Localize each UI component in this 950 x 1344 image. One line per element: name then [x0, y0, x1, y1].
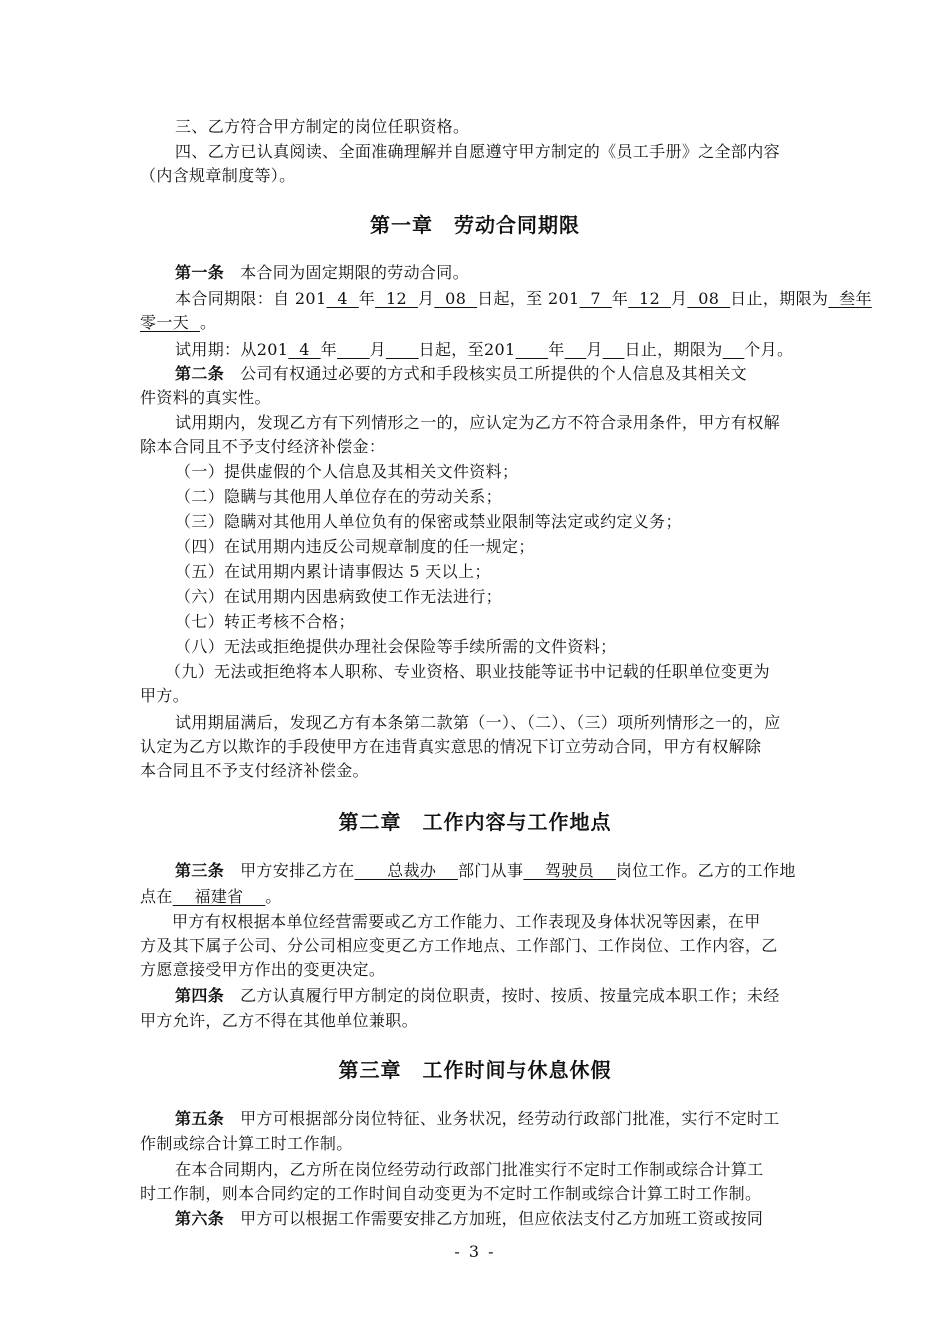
- list-item-5: （五）在试用期内累计请事假达 5 天以上；: [175, 562, 491, 581]
- article-label: 第六条: [175, 1209, 225, 1228]
- article-1: [175, 262, 860, 284]
- after-probation-paragraph-cont1: 认定为乙方以欺诈的手段使甲方在违背真实意思的情况下订立劳动合同，甲方有权解除: [140, 737, 762, 756]
- list-item-6: （六）在试用期内因患病致使工作无法进行；: [175, 587, 503, 606]
- list-item-1: （一）提供虚假的个人信息及其相关文件资料；: [175, 462, 519, 481]
- list-item-4: （四）在试用期内违反公司规章制度的任一规定；: [175, 537, 535, 556]
- term-duration-cont: 零一天: [140, 313, 200, 332]
- chapter-1-title: 第一章 劳动合同期限: [370, 213, 580, 237]
- list-item-9-cont: 甲方。: [140, 686, 190, 705]
- department-field: 总裁办: [354, 861, 458, 880]
- article-label: 第四条: [175, 986, 225, 1005]
- page-number: - 3 -: [454, 1242, 496, 1261]
- term-start-year: 4: [326, 289, 359, 308]
- term-duration: 叁年: [828, 289, 872, 308]
- after-probation-paragraph-cont2: 本合同且不予支付经济补偿金。: [140, 761, 369, 780]
- article-label: 第二条: [175, 364, 225, 383]
- intro-item-4-cont: （内含规章制度等）。: [140, 166, 296, 185]
- list-item-7: （七）转正考核不合格；: [175, 612, 355, 631]
- chapter-2-title: 第二章 工作内容与工作地点: [338, 810, 612, 834]
- list-item-3: （三）隐瞒对其他用人单位负有的保密或禁业限制等法定或约定义务；: [175, 512, 682, 531]
- probation-paragraph-cont: 除本合同且不予支付经济补偿金：: [140, 437, 386, 456]
- article-text: 公司有权通过必要的方式和手段核实员工所提供的个人信息及其相关文: [240, 364, 747, 383]
- location-field: 福建省: [172, 887, 266, 906]
- article-2: [175, 363, 860, 385]
- probation-end-month: [565, 340, 587, 359]
- chapter-3-title: 第三章 工作时间与休息休假: [338, 1058, 612, 1082]
- work-hours-paragraph: 在本合同期内，乙方所在岗位经劳动行政部门批准实行不定时工作制或综合计算工: [175, 1160, 764, 1179]
- article-3-cont: 点在 福建省 。: [140, 887, 282, 906]
- article-2-cont: 件资料的真实性。: [140, 388, 271, 407]
- article-text: 甲方可以根据工作需要安排乙方加班，但应依法支付乙方加班工资或按同: [240, 1209, 764, 1228]
- list-item-8: （八）无法或拒绝提供办理社会保险等手续所需的文件资料；: [175, 637, 617, 656]
- probation-start-month: [337, 340, 370, 359]
- article-5: [175, 1108, 860, 1130]
- work-change-paragraph-cont2: 方愿意接受甲方作出的变更决定。: [140, 960, 386, 979]
- probation-start-day: [386, 340, 419, 359]
- article-label: 第五条: [175, 1109, 225, 1128]
- intro-item-3: 三、乙方符合甲方制定的岗位任职资格。: [175, 117, 470, 136]
- probation-line: 试用期：从201 4 年 月 日起，至201 年 月 日止，期限为 个月。: [175, 340, 794, 359]
- intro-item-4: 四、乙方已认真阅读、全面准确理解并自愿遵守甲方制定的《员工手册》之全部内容: [175, 142, 780, 161]
- probation-duration: [723, 340, 745, 359]
- term-end-day: 08: [687, 289, 731, 308]
- contract-term-line-cont: 零一天 。: [140, 313, 217, 332]
- article-text: 甲方可根据部分岗位特征、业务状况，经劳动行政部门批准，实行不定时工: [240, 1109, 780, 1128]
- probation-end-year: [516, 340, 549, 359]
- probation-paragraph: 试用期内，发现乙方有下列情形之一的，应认定为乙方不符合录用条件，甲方有权解: [175, 413, 780, 432]
- article-label: 第一条: [175, 263, 225, 282]
- term-start-month: 12: [375, 289, 418, 308]
- article-text: 乙方认真履行甲方制定的岗位职责，按时、按质、按量完成本职工作；未经: [240, 986, 780, 1005]
- article-label: 第三条: [175, 861, 225, 880]
- article-4: [175, 985, 860, 1007]
- work-change-paragraph: 甲方有权根据本单位经营需要或乙方工作能力、工作表现及身体状况等因素，在甲: [172, 912, 761, 931]
- term-end-month: 12: [628, 289, 671, 308]
- article-6: [175, 1208, 860, 1230]
- article-3: 第三条 甲方安排乙方在 总裁办 部门从事 驾驶员 岗位工作。乙方的工作地: [175, 861, 796, 880]
- article-text: 本合同为固定期限的劳动合同。: [240, 263, 469, 282]
- term-end-year: 7: [579, 289, 612, 308]
- list-item-9: （九）无法或拒绝将本人职称、专业资格、职业技能等证书中记载的任职单位变更为: [165, 662, 770, 681]
- article-4-cont: 甲方允许，乙方不得在其他单位兼职。: [140, 1011, 418, 1030]
- probation-end-day: [603, 340, 625, 359]
- work-change-paragraph-cont1: 方及其下属子公司、分公司相应变更乙方工作地点、工作部门、工作岗位、工作内容，乙: [140, 936, 778, 955]
- list-item-2: （二）隐瞒与其他用人单位存在的劳动关系；: [175, 487, 503, 506]
- article-5-cont: 作制或综合计算工时工作制。: [140, 1134, 353, 1153]
- contract-term-line: 本合同期限：自 201 4 年 12 月 08 日起，至 201 7 年 12 月 08 日止，期限为 叁年: [175, 289, 872, 308]
- work-hours-paragraph-cont: 时工作制，则本合同约定的工作时间自动变更为不定时工作制或综合计算工时工作制。: [140, 1184, 762, 1203]
- position-field: 驾驶员: [523, 861, 616, 880]
- term-start-day: 08: [434, 289, 478, 308]
- probation-start-year: 4: [288, 340, 321, 359]
- after-probation-paragraph: 试用期届满后，发现乙方有本条第二款第（一）、（二）、（三）项所列情形之一的，应: [175, 713, 781, 732]
